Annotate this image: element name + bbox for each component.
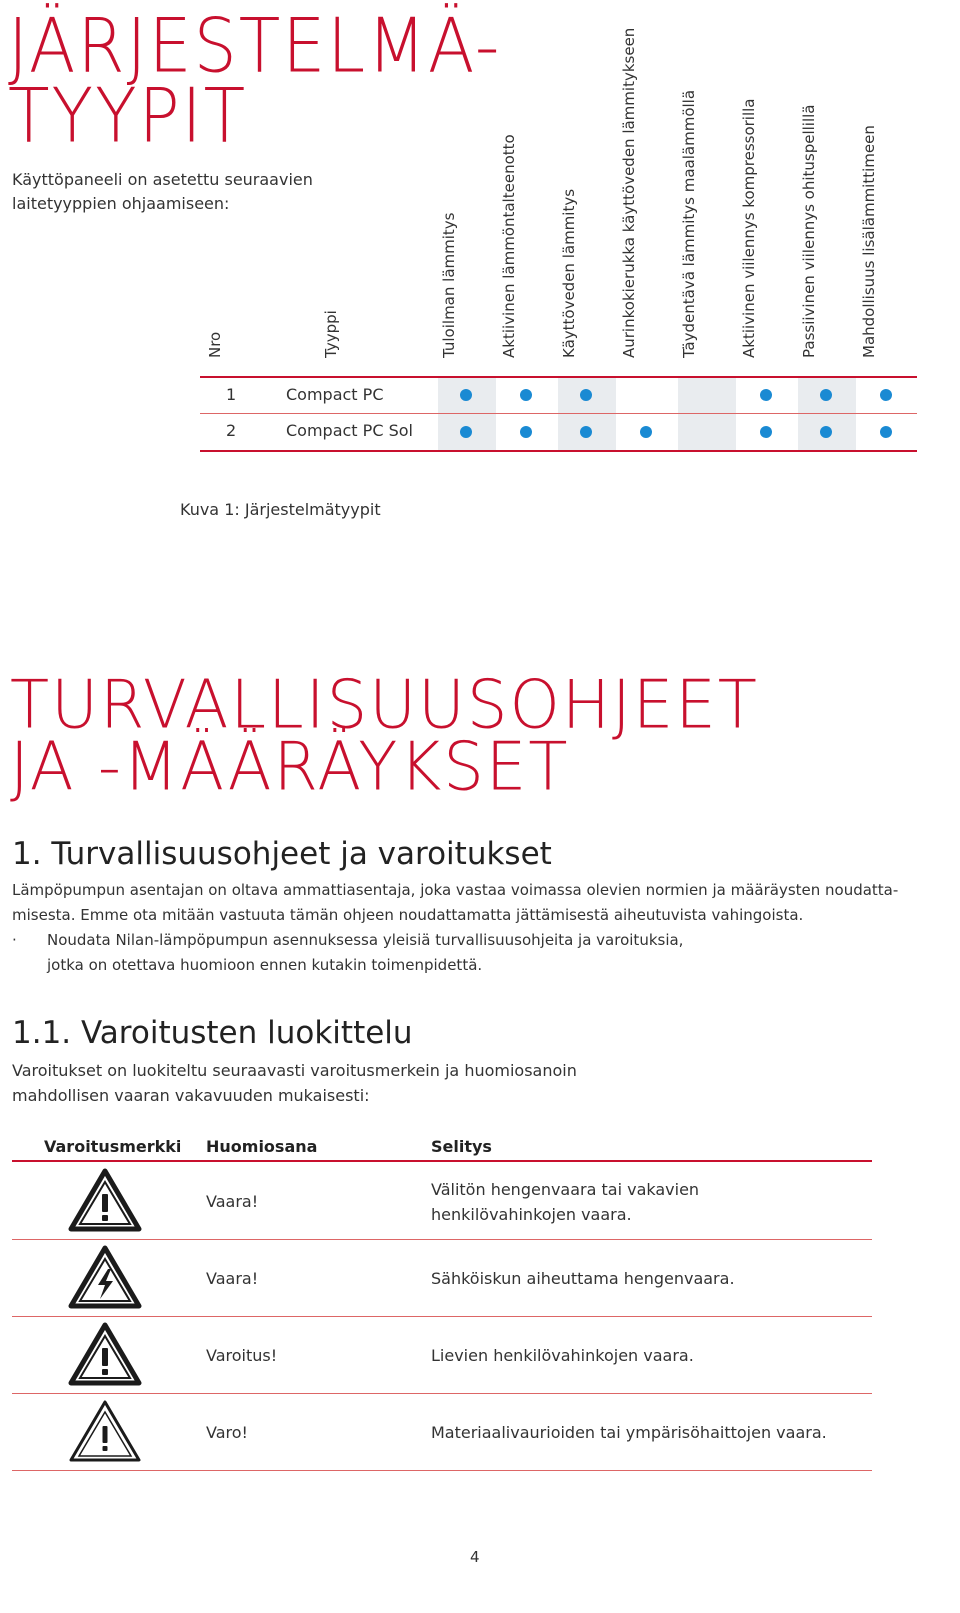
feature-dot — [760, 389, 772, 401]
row-type: Compact PC — [286, 385, 384, 404]
signal-word: Vaara! — [206, 1269, 259, 1288]
bullet-item — [47, 928, 927, 978]
feature-dot — [520, 426, 532, 438]
bullet-mark: · — [12, 931, 17, 949]
safety-title-line1: TURVALLISUUSOHJEET — [10, 666, 759, 745]
page-title — [8, 3, 502, 161]
page-number: 4 — [470, 1548, 480, 1566]
safety-title — [10, 666, 770, 807]
intro-text — [12, 168, 342, 216]
row-number: 2 — [226, 421, 237, 440]
section1-paragraph — [12, 878, 952, 928]
col-header-active-heat-recovery: Aktiivinen lämmöntalteenotto — [500, 134, 518, 358]
col-header-signal-word: Huomiosana — [206, 1137, 318, 1156]
electric-shock-icon — [68, 1245, 142, 1309]
warning-description: Lievien henkilövahinkojen vaara. — [431, 1346, 694, 1365]
feature-dot — [640, 426, 652, 438]
section11-line2: mahdollisen vaaran vakavuuden mukaisesti: — [12, 1086, 370, 1105]
warning-description: Materiaalivaurioiden tai ympärisöhaittojen vaara. — [431, 1423, 827, 1442]
table-row-divider — [200, 413, 917, 414]
col-header-explanation: Selitys — [431, 1137, 492, 1156]
page-title-line2: TYYPIT — [8, 73, 248, 161]
feature-dot — [460, 389, 472, 401]
warnings-row-divider — [12, 1316, 872, 1317]
feature-dot — [520, 389, 532, 401]
description-line1: Välitön hengenvaara tai vakavien — [431, 1180, 700, 1199]
col-header-hot-water-heating: Käyttöveden lämmitys — [560, 188, 578, 358]
col-header-geothermal-heating: Täydentävä lämmitys maalämmöllä — [680, 89, 698, 358]
safety-title-line2: JA -MÄÄRÄYKSET — [10, 728, 570, 807]
signal-word: Varoitus! — [206, 1346, 278, 1365]
section11-heading: 1.1. Varoitusten luokittelu — [12, 1015, 413, 1051]
section1-heading: 1. Turvallisuusohjeet ja varoitukset — [12, 836, 552, 872]
intro-line1: Käyttöpaneeli on asetettu seuraavien — [12, 170, 313, 189]
warnings-row-divider — [12, 1393, 872, 1394]
figure-caption: Kuva 1: Järjestelmätyypit — [180, 500, 381, 519]
col-header-solar-coil: Aurinkokierukka käyttöveden lämmitykseen — [620, 27, 638, 358]
col-header-warning-sign: Varoitusmerkki — [44, 1137, 182, 1156]
signal-word: Vaara! — [206, 1192, 259, 1211]
col-header-supply-air-heating: Tuloilman lämmitys — [440, 212, 458, 358]
caution-exclamation-icon — [68, 1399, 142, 1463]
col-header-type: Tyyppi — [322, 310, 340, 358]
column-shade — [678, 378, 736, 450]
warning-exclamation-icon — [68, 1322, 142, 1386]
col-header-passive-cooling: Passiivinen viilennys ohituspellillä — [800, 104, 818, 358]
feature-dot — [880, 426, 892, 438]
row-type: Compact PC Sol — [286, 421, 413, 440]
signal-word: Varo! — [206, 1423, 248, 1442]
section11-line1: Varoitukset on luokiteltu seuraavasti varoitusmerkein ja huomiosanoin — [12, 1061, 577, 1080]
section1-line2: misesta. Emme ota mitään vastuuta tämän ohjeen noudattamatta jättämisestä aiheutuvista vahingoista. — [12, 906, 804, 924]
feature-dot — [820, 389, 832, 401]
table-bottom-rule — [200, 450, 917, 452]
warnings-top-rule — [12, 1160, 872, 1162]
col-header-active-cooling: Aktiivinen viilennys kompressorilla — [740, 98, 758, 358]
feature-dot — [880, 389, 892, 401]
col-header-extra-heater: Mahdollisuus lisälämmittimeen — [860, 125, 878, 358]
bullet-line1: Noudata Nilan-lämpöpumpun asennuksessa yleisiä turvallisuusohjeita ja varoituksia, — [47, 931, 684, 949]
warnings-row-divider — [12, 1239, 872, 1240]
warning-exclamation-icon — [68, 1168, 142, 1232]
section11-paragraph — [12, 1058, 712, 1108]
page-title-line1: JÄRJESTELMÄ- — [8, 3, 502, 91]
row-number: 1 — [226, 385, 237, 404]
warning-description: Sähköiskun aiheuttama hengenvaara. — [431, 1269, 735, 1288]
feature-dot — [580, 426, 592, 438]
feature-dot — [580, 389, 592, 401]
section1-line1: Lämpöpumpun asentajan on oltava ammattiasentaja, joka vastaa voimassa olevien normien ja määräysten noudatta- — [12, 881, 899, 899]
bullet-line2: jotka on otettava huomioon ennen kutakin toimenpidettä. — [47, 956, 483, 974]
warning-description — [431, 1177, 699, 1227]
warnings-bottom-rule — [12, 1470, 872, 1471]
description-line2: henkilövahinkojen vaara. — [431, 1205, 632, 1224]
table-top-rule — [200, 376, 917, 378]
feature-dot — [760, 426, 772, 438]
intro-line2: laitetyyppien ohjaamiseen: — [12, 194, 230, 213]
feature-dot — [820, 426, 832, 438]
col-header-nro: Nro — [206, 331, 224, 358]
feature-dot — [460, 426, 472, 438]
